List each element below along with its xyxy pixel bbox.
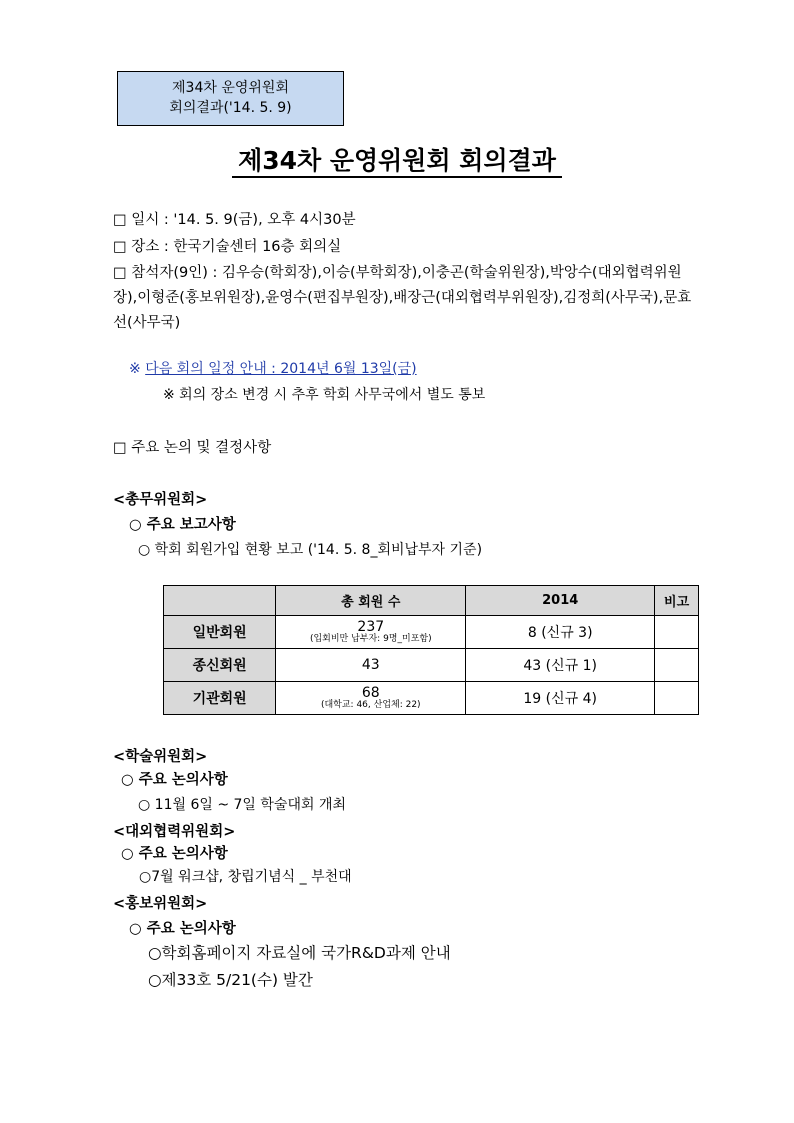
total-cell xyxy=(276,616,466,649)
academic-committee-subheading: ○ 주요 논의사항 xyxy=(121,772,228,788)
tag-line-2: 회의결과('14. 5. 9) xyxy=(169,100,292,116)
pr-item-newsletter: ○제33호 5/21(수) 발간 xyxy=(148,971,313,989)
year-cell: 43 (신규 1) xyxy=(466,649,655,682)
row-label: 기관회원 xyxy=(164,682,276,715)
external-committee-heading: <대외협력위원회> xyxy=(113,824,236,840)
table-header-remark: 비고 xyxy=(655,586,699,616)
document-title: 제34차 운영위원회 회의결과 xyxy=(232,146,562,178)
year-cell: 8 (신규 3) xyxy=(466,616,655,649)
table-header-row xyxy=(164,586,699,616)
total-cell xyxy=(276,682,466,715)
pr-committee-heading: <홍보위원회> xyxy=(113,896,208,912)
main-discussion-heading: □ 주요 논의 및 결정사항 xyxy=(113,440,272,456)
table-header-blank xyxy=(164,586,276,616)
general-committee-heading: <총무위원회> xyxy=(113,492,208,508)
total-value: 43 xyxy=(361,657,380,673)
row-label: 종신회원 xyxy=(164,649,276,682)
membership-table xyxy=(163,585,699,715)
attendees: □ 참석자(9인) : 김우승(학회장),이승(부학회장),이충곤(학술위원장),박앙수(대외협력위원장),이형준(홍보위원장),윤영수(편집부원장),배장근(대외협력부위원장),김정희(사무국),문효선(사무국) xyxy=(113,265,692,331)
pr-item-homepage: ○학회홈페이지 자료실에 국가R&D과제 안내 xyxy=(148,944,451,962)
external-item: ○7월 워크샵, 창립기념식 _ 부천대 xyxy=(139,869,352,885)
total-value: 68 xyxy=(361,684,380,701)
table-header-year: 2014 xyxy=(466,586,655,616)
document-tag-box xyxy=(117,71,344,126)
academic-committee-heading: <학술위원회> xyxy=(113,749,208,765)
remark-cell xyxy=(655,616,699,649)
tag-line-1: 제34차 운영위원회 xyxy=(172,80,289,96)
document-title-wrap xyxy=(0,141,794,177)
total-cell xyxy=(276,649,466,682)
academic-item: ○ 11월 6일 ~ 7일 학술대회 개최 xyxy=(138,797,346,813)
next-meeting-line xyxy=(129,358,417,378)
remark-cell xyxy=(655,649,699,682)
meeting-date: □ 일시 : '14. 5. 9(금), 오후 4시30분 xyxy=(113,212,356,228)
total-value: 237 xyxy=(357,618,385,635)
external-committee-subheading: ○ 주요 논의사항 xyxy=(121,846,228,862)
table-header-total: 총 회원 수 xyxy=(276,586,466,616)
general-committee-subheading: ○ 주요 보고사항 xyxy=(129,517,236,533)
venue-change-note: ※ 회의 장소 변경 시 추후 학회 사무국에서 별도 통보 xyxy=(163,387,486,403)
reference-mark-icon: ※ xyxy=(129,361,141,377)
total-note: (입회비만 납부자: 9명_미포함) xyxy=(309,633,432,644)
table-row xyxy=(164,682,699,715)
row-label: 일반회원 xyxy=(164,616,276,649)
membership-report-item: ○ 학회 회원가입 현황 보고 ('14. 5. 8_회비납부자 기준) xyxy=(138,542,483,558)
table-row xyxy=(164,616,699,649)
meeting-place: □ 장소 : 한국기술센터 16층 회의실 xyxy=(113,239,342,255)
remark-cell xyxy=(655,682,699,715)
pr-committee-subheading: ○ 주요 논의사항 xyxy=(129,921,236,937)
year-cell: 19 (신규 4) xyxy=(466,682,655,715)
total-note: (대학교: 46, 산업체: 22) xyxy=(320,699,421,710)
next-meeting-link[interactable]: 다음 회의 일정 안내 : 2014년 6월 13일(금) xyxy=(145,361,417,377)
table-row xyxy=(164,649,699,682)
